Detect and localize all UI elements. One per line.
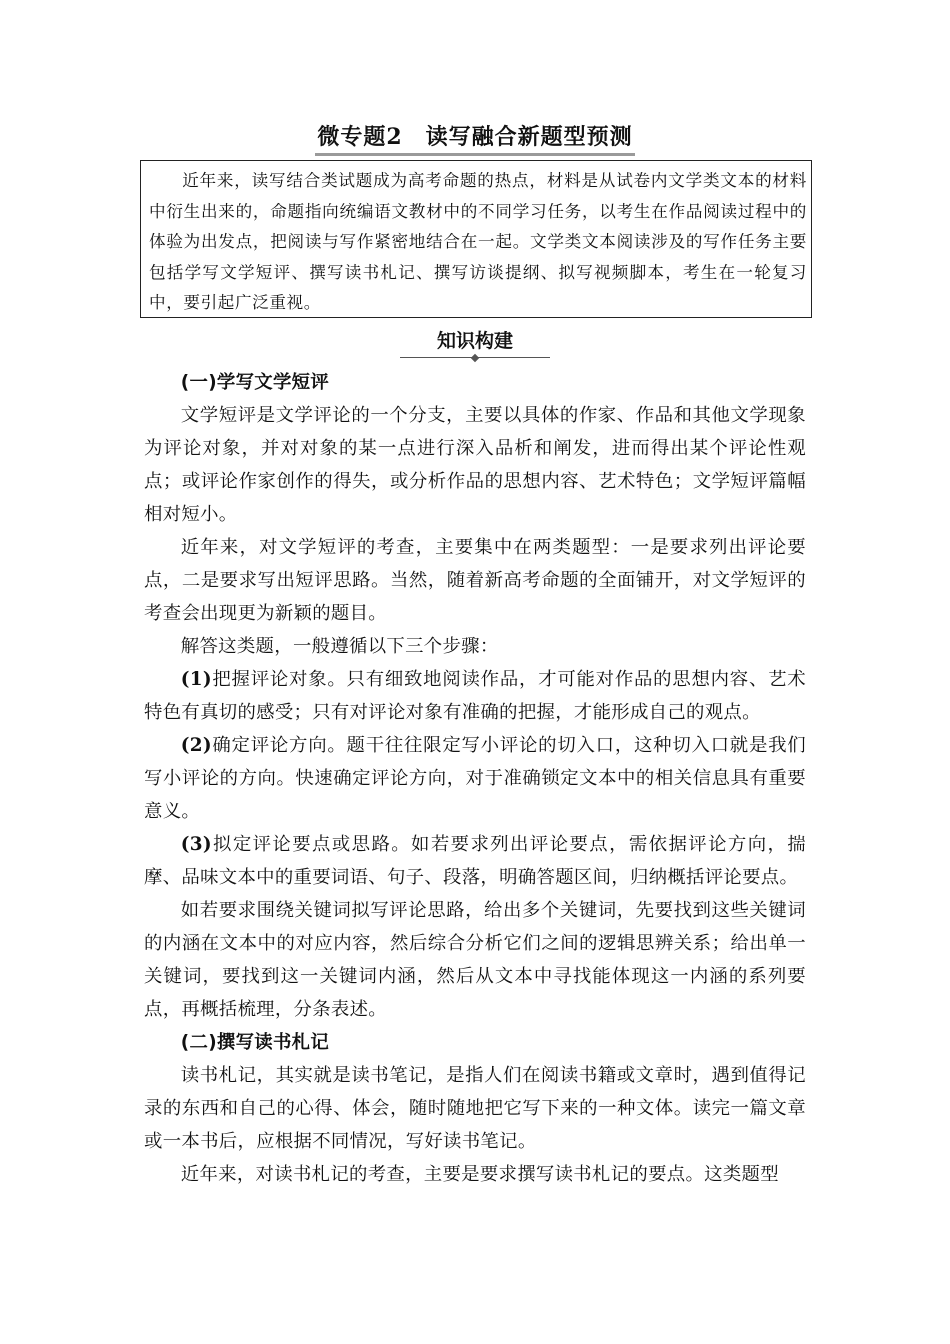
step-paragraph (144, 663, 806, 729)
paragraph: 近年来，对文学短评的考查，主要集中在两类题型：一是要求列出评论要点，二是要求写出短评思路。当然，随着新高考命题的全面铺开，对文学短评的考查会出现更为新颖的题目。 (144, 537, 806, 624)
banner-dot (471, 354, 479, 362)
intro-box: 近年来，读写结合类试题成为高考命题的热点，材料是从试卷内文学类文本的材料中衍生出来的，命题指向统编语文教材中的不同学习任务，以考生在作品阅读过程中的体验为出发点，把阅读与写作紧密地结合在一起。文学类文本阅读涉及的写作任务主要包括学写文学短评、撰写读书札记、撰写访谈提纲、拟写视频脚本，考生在一轮复习中，要引起广泛重视。 (140, 160, 812, 318)
step-paragraph (144, 828, 806, 894)
step-text: 拟定评论要点或思路。如若要求列出评论要点，需依据评论方向，揣摩、品味文本中的重要词语、句子、段落，明确答题区间，归纳概括评论要点。 (144, 834, 806, 888)
step-number: (3) (180, 834, 212, 855)
step-text: 把握评论对象。只有细致地阅读作品，才可能对作品的思想内容、艺术特色有真切的感受；只有对评论对象有准确的把握，才能形成自己的观点。 (144, 669, 806, 723)
paragraph: 近年来，对读书札记的考查，主要是要求撰写读书札记的要点。这类题型 (180, 1164, 779, 1185)
step-text: 确定评论方向。题干往往限定写小评论的切入口，这种切入口就是我们写小评论的方向。快速确定评论方向，对于准确锁定文本中的相关信息具有重要意义。 (144, 735, 806, 822)
paragraph: 文学短评是文学评论的一个分支，主要以具体的作家、作品和其他文学现象为评论对象，并对对象的某一点进行深入品析和阐发，进而得出某个评论性观点；或评论作家创作的得失，或分析作品的思想内容、艺术特色；文学短评篇幅相对短小。 (144, 405, 806, 525)
main-content (144, 366, 806, 1191)
section-heading: (二)撰写读书札记 (180, 1032, 330, 1053)
step-paragraph (144, 729, 806, 828)
paragraph: 解答这类题，一般遵循以下三个步骤： (180, 636, 499, 657)
page-title (0, 120, 950, 156)
paragraph: 如若要求围绕关键词拟写评论思路，给出多个关键词，先要找到这些关键词的内涵在文本中的对应内容，然后综合分析它们之间的逻辑思辨关系；给出单一关键词，要找到这一关键词内涵，然后从文本中寻找能体现这一内涵的系列要点，再概括梳理，分条表述。 (144, 900, 806, 1020)
title-underline (315, 153, 635, 156)
page-title-text: 微专题2 读写融合新题型预测 (317, 124, 633, 150)
step-number: (1) (180, 669, 212, 690)
section-banner-text: 知识构建 (436, 330, 513, 352)
paragraph: 读书札记，其实就是读书笔记，是指人们在阅读书籍或文章时，遇到值得记录的东西和自己的心得、体会，随时随地把它写下来的一种文体。读完一篇文章或一本书后，应根据不同情况，写好读书笔记。 (144, 1065, 806, 1152)
section-banner (400, 326, 550, 360)
section-heading: (一)学写文学短评 (180, 372, 330, 393)
step-number: (2) (180, 735, 212, 756)
